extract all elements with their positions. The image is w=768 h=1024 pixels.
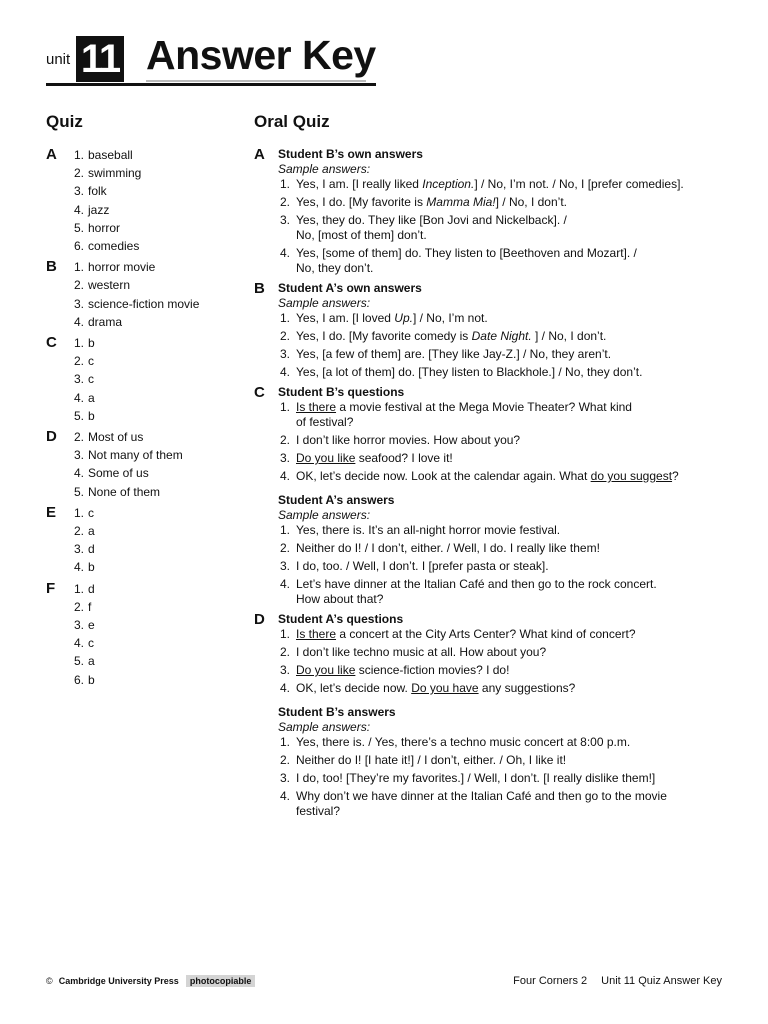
item-number: 2.	[73, 166, 84, 181]
item-text: a	[88, 390, 95, 405]
item-text: I do, too. / Well, I don’t. I [prefer pasta or steak].	[296, 559, 549, 573]
list-item	[278, 577, 734, 607]
list-item	[68, 370, 236, 388]
item-text: Yes, [a few of them] are. [They like Jay-Z.] / No, they aren’t.	[296, 347, 612, 361]
item-text: Yes, I am. [I loved	[296, 311, 395, 325]
list-item	[68, 201, 236, 219]
group-letter: B	[46, 258, 57, 276]
item-number: 1.	[279, 311, 290, 325]
item-number: 5.	[73, 220, 84, 235]
list-item	[68, 295, 236, 313]
item-number: 2.	[73, 354, 84, 369]
list-item	[278, 735, 734, 750]
underlined-phrase: Is there	[296, 627, 337, 641]
list-item	[68, 428, 236, 446]
item-text: b	[88, 560, 95, 575]
underlined-phrase: Do you have	[411, 681, 479, 695]
sample-label: Sample answers:	[278, 296, 371, 310]
item-text: b	[88, 408, 95, 423]
group-letter: F	[46, 579, 56, 597]
sample-label: Sample answers:	[278, 720, 371, 734]
item-text: seafood? I love it!	[355, 451, 453, 465]
list-item	[278, 213, 734, 243]
item-text: science-fiction movies? I do!	[355, 663, 510, 677]
footer-right	[513, 975, 722, 987]
list-item	[278, 400, 734, 430]
list-item	[68, 258, 236, 276]
oral-group-c	[254, 384, 734, 607]
list-item	[68, 446, 236, 464]
item-number: 3.	[73, 296, 84, 311]
list-item	[278, 523, 734, 538]
page-title: Answer Key	[146, 32, 376, 78]
item-text: e	[88, 618, 95, 633]
list-item	[68, 580, 236, 598]
list-item	[68, 671, 236, 689]
item-number: 1.	[279, 177, 290, 191]
list-item	[68, 540, 236, 558]
item-number: 3.	[279, 771, 290, 785]
oral-quiz-heading: Oral Quiz	[254, 112, 330, 131]
section-subtitle: Student B’s own answers	[278, 147, 423, 161]
item-text: OK, let’s decide now. Look at the calendar again. What	[296, 469, 591, 483]
item-text: jazz	[88, 202, 110, 217]
publisher-name: Cambridge University Press	[58, 976, 179, 986]
item-text: OK, let’s decide now.	[296, 681, 412, 695]
item-text: western	[88, 278, 131, 293]
item-text: d	[88, 542, 95, 557]
item-text: a movie festival at the Mega Movie Theater? What kind	[336, 400, 632, 414]
item-number: 1.	[279, 735, 290, 749]
item-text: Most of us	[88, 430, 144, 445]
item-text: I don’t like techno music at all. How about you?	[296, 645, 547, 659]
group-letter: A	[46, 146, 57, 163]
quiz-group-a	[46, 146, 236, 255]
item-number: 4.	[279, 246, 290, 260]
item-number: 3.	[279, 559, 290, 573]
item-text: ?	[672, 469, 679, 483]
item-number: 2.	[279, 329, 290, 343]
item-number: 4.	[73, 202, 84, 217]
item-number: 2.	[279, 541, 290, 555]
item-number: 4.	[73, 466, 84, 481]
item-text: ] / No, I’m not.	[412, 311, 488, 325]
item-number: 3.	[279, 663, 290, 677]
list-item	[68, 522, 236, 540]
list-item	[68, 352, 236, 370]
item-text: How about that?	[296, 592, 384, 606]
item-number: 2.	[279, 645, 290, 659]
list-item	[68, 313, 236, 331]
item-text: f	[88, 599, 92, 614]
item-text: Yes, they do. They like [Bon Jovi and Nickelback]. /	[296, 213, 567, 227]
item-number: 4.	[279, 681, 290, 695]
item-text: b	[88, 336, 95, 351]
list-item	[68, 182, 236, 200]
list-item	[68, 146, 236, 164]
header-rule	[46, 83, 376, 86]
item-number: 2.	[73, 599, 84, 614]
item-number: 3.	[73, 618, 84, 633]
list-item	[278, 681, 734, 696]
underlined-phrase: Is there	[296, 400, 337, 414]
item-text: comedies	[88, 239, 140, 254]
item-number: 1.	[73, 148, 84, 162]
list-item	[278, 365, 734, 380]
sample-label: Sample answers:	[278, 508, 371, 522]
item-number: 4.	[73, 314, 84, 329]
footer-section-title: Unit 11 Quiz Answer Key	[601, 975, 722, 987]
item-number: 2.	[279, 753, 290, 767]
list-item	[278, 645, 734, 660]
item-text: folk	[88, 184, 107, 199]
item-number: 3.	[279, 213, 290, 227]
item-text: Yes, I do. [My favorite comedy is	[296, 329, 472, 343]
item-text: science-fiction movie	[88, 296, 200, 311]
item-text: Yes, there is. It’s an all-night horror movie festival.	[296, 523, 561, 537]
list-item	[278, 771, 734, 786]
item-text: Yes, [a lot of them] do. [They listen to Blackhole.] / No, they don’t.	[296, 365, 643, 379]
item-text: of festival?	[296, 415, 354, 429]
list-item	[278, 246, 734, 276]
item-title-italic: Date Night.	[471, 329, 532, 343]
item-number: 1.	[73, 336, 84, 351]
item-text: d	[88, 581, 95, 596]
quiz-column	[46, 112, 236, 692]
item-text: drama	[88, 314, 123, 329]
list-item	[68, 334, 236, 352]
list-item	[68, 504, 236, 522]
list-item	[278, 329, 734, 344]
oral-group-a	[254, 146, 734, 276]
list-item	[278, 789, 734, 819]
book-title: Four Corners 2	[513, 975, 588, 987]
item-text: a	[88, 654, 95, 669]
item-number: 3.	[73, 448, 84, 463]
quiz-group-c	[46, 334, 236, 425]
footer-left	[46, 975, 255, 987]
unit-number-badge: 11	[76, 36, 124, 82]
unit-label: unit	[46, 51, 71, 68]
list-item	[68, 464, 236, 482]
item-number: 1.	[279, 523, 290, 537]
item-number: 2.	[279, 433, 290, 447]
item-number: 4.	[73, 390, 84, 405]
underlined-phrase: Do you like	[296, 663, 356, 677]
item-title-italic: Up.	[394, 311, 413, 325]
section-subtitle: Student B’s questions	[278, 385, 405, 399]
item-text: a concert at the City Arts Center? What kind of concert?	[336, 627, 636, 641]
section-subtitle: Student A’s own answers	[278, 281, 422, 295]
section-subtitle: Student A’s questions	[278, 612, 404, 626]
list-item	[68, 652, 236, 670]
item-number: 3.	[73, 184, 84, 199]
underlined-phrase: Do you like	[296, 451, 356, 465]
item-text: ] / No, I’m not. / No, I [prefer comedies].	[474, 177, 684, 191]
item-text: c	[88, 636, 94, 651]
item-number: 4.	[279, 577, 290, 591]
list-item	[278, 541, 734, 556]
section-subtitle: Student B’s answers	[278, 705, 396, 719]
list-item	[278, 311, 734, 326]
item-text: ] / No, I don’t.	[495, 195, 567, 209]
item-number: 4.	[279, 365, 290, 379]
group-letter: D	[254, 611, 265, 628]
item-text: Let’s have dinner at the Italian Café and then go to the rock concert.	[296, 577, 657, 591]
group-letter: D	[46, 428, 57, 446]
quiz-group-e	[46, 504, 236, 577]
item-title-italic: Inception.	[422, 177, 475, 191]
list-item	[278, 469, 734, 484]
item-text: No, they don’t.	[296, 261, 374, 275]
item-text: Why don’t we have dinner at the Italian Café and then go to the movie	[296, 789, 667, 803]
item-number: 3.	[73, 542, 84, 557]
list-item	[68, 164, 236, 182]
quiz-group-b	[46, 258, 236, 331]
oral-group-d	[254, 611, 734, 819]
item-number: 4.	[279, 789, 290, 803]
list-item	[278, 195, 734, 210]
list-item	[278, 177, 734, 192]
list-item	[68, 389, 236, 407]
list-item	[278, 559, 734, 574]
copyright-symbol: ©	[46, 976, 53, 986]
item-text: I do, too! [They’re my favorites.] / Well, I don’t. [I really dislike them!]	[296, 771, 656, 785]
list-item	[278, 663, 734, 678]
item-number: 3.	[279, 451, 290, 465]
item-number: 2.	[73, 430, 84, 445]
item-number: 4.	[279, 469, 290, 483]
item-number: 2.	[73, 278, 84, 293]
list-item	[68, 483, 236, 501]
list-item	[68, 634, 236, 652]
list-item	[278, 347, 734, 362]
item-number: 4.	[73, 560, 84, 575]
item-text: Yes, I am. [I really liked	[296, 177, 423, 191]
item-text: a	[88, 524, 95, 539]
header-shadow-rule	[146, 80, 366, 82]
list-item	[278, 451, 734, 466]
item-text: horror movie	[88, 260, 156, 275]
item-text: b	[88, 672, 95, 687]
item-number: 5.	[73, 408, 84, 423]
list-item	[68, 616, 236, 634]
group-letter: E	[46, 503, 57, 521]
item-number: 2.	[279, 195, 290, 209]
list-item	[68, 237, 236, 255]
item-number: 4.	[73, 636, 84, 651]
list-item	[278, 753, 734, 768]
list-item	[68, 558, 236, 576]
item-number: 1.	[73, 505, 84, 520]
item-text: No, [most of them] don’t.	[296, 228, 427, 242]
item-text: horror	[88, 220, 121, 235]
item-text: I don’t like horror movies. How about you?	[296, 433, 521, 447]
item-number: 3.	[73, 372, 84, 387]
oral-group-b	[254, 280, 734, 380]
item-number: 1.	[279, 400, 290, 414]
item-number: 1.	[73, 260, 84, 275]
photocopiable-badge: photocopiable	[186, 975, 256, 987]
sample-label: Sample answers:	[278, 162, 371, 176]
group-letter: A	[254, 146, 265, 163]
item-text: baseball	[88, 148, 133, 162]
list-item	[68, 407, 236, 425]
list-item	[278, 627, 734, 642]
item-text: Yes, I do. [My favorite is	[296, 195, 427, 209]
item-number: 1.	[279, 627, 290, 641]
item-number: 3.	[279, 347, 290, 361]
list-item	[68, 598, 236, 616]
item-number: 1.	[73, 581, 84, 596]
item-number: 5.	[73, 484, 84, 499]
item-text: any suggestions?	[478, 681, 576, 695]
item-text: c	[88, 372, 94, 387]
page-header	[46, 34, 376, 90]
item-number: 5.	[73, 654, 84, 669]
item-text: Neither do I! / I don’t, either. / Well, I do. I really like them!	[296, 541, 600, 555]
item-title-italic: Mamma Mia!	[426, 195, 496, 209]
item-text: Some of us	[88, 466, 149, 481]
quiz-group-f	[46, 580, 236, 689]
item-text: Not many of them	[88, 448, 183, 463]
group-letter: C	[254, 384, 265, 401]
section-subtitle: Student A’s answers	[278, 493, 395, 507]
item-text: Yes, there is. / Yes, there’s a techno music concert at 8:00 p.m.	[296, 735, 631, 749]
item-text: festival?	[296, 804, 341, 818]
item-text: Neither do I! [I hate it!] / I don’t, either. / Oh, I like it!	[296, 753, 567, 767]
list-item	[68, 219, 236, 237]
item-text: swimming	[88, 166, 142, 181]
item-text: c	[88, 505, 94, 520]
item-text: Yes, [some of them] do. They listen to [Beethoven and Mozart]. /	[296, 246, 637, 260]
quiz-group-d	[46, 428, 236, 501]
quiz-heading: Quiz	[46, 112, 83, 131]
list-item	[278, 433, 734, 448]
list-item	[68, 276, 236, 294]
group-letter: B	[254, 280, 265, 297]
item-text: None of them	[88, 484, 161, 499]
group-letter: C	[46, 334, 57, 352]
underlined-phrase: do you suggest	[590, 469, 673, 483]
item-number: 6.	[73, 672, 84, 687]
item-text: c	[88, 354, 94, 369]
oral-quiz-column	[254, 112, 734, 823]
item-text: ] / No, I don’t.	[531, 329, 607, 343]
item-number: 6.	[73, 239, 84, 254]
item-number: 2.	[73, 524, 84, 539]
